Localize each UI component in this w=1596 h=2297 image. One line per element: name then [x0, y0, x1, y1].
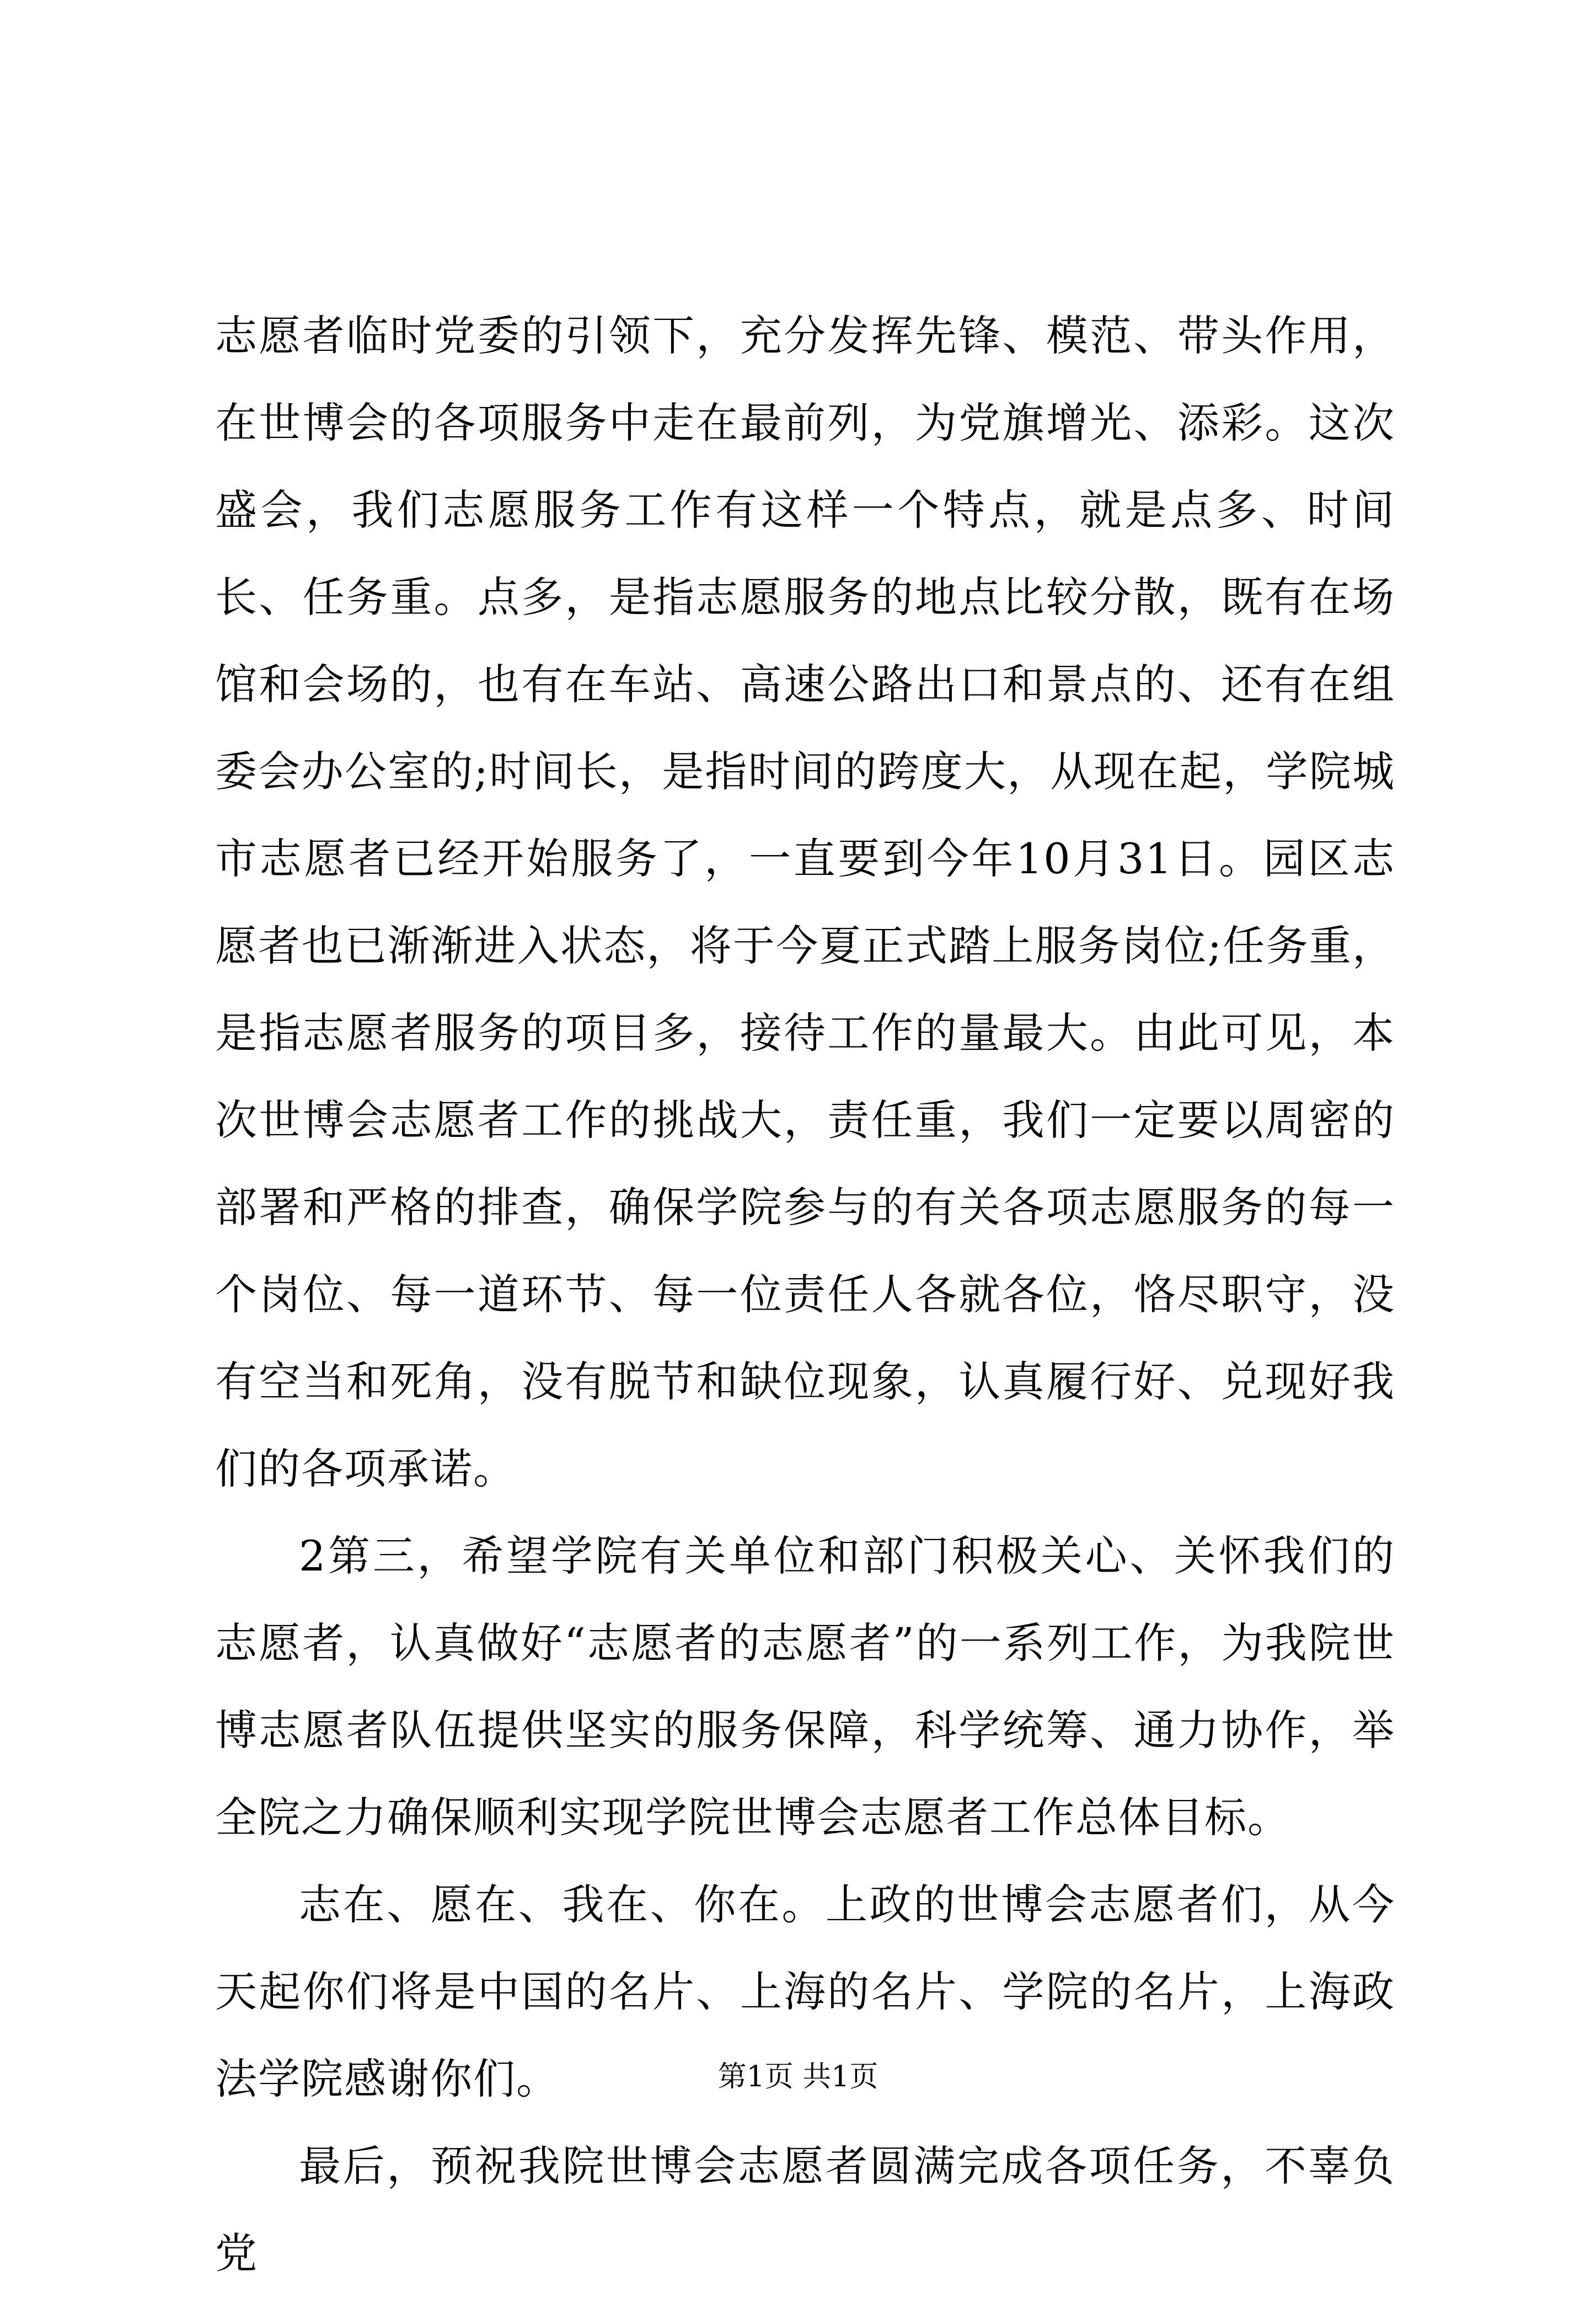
paragraph-thanks: 志在、愿在、我在、你在。上政的世博会志愿者们，从今天起你们将是中国的名片、上海的名片、学院的名片，上海政法学院感谢你们。 — [215, 1880, 1395, 2103]
paragraph-closing: 最后，预祝我院世博会志愿者圆满完成各项任务，不辜负党 — [215, 2141, 1395, 2278]
page-footer — [0, 2060, 1596, 2093]
paragraph-third-point: 2第三，希望学院有关单位和部门积极关心、关怀我们的志愿者，认真做好“志愿者的志愿者”的一系列工作，为我院世博志愿者队伍提供坚实的服务保障，科学统筹、通力协作，举全院之力确保顺利实现学院世博会志愿者工作总体目标。 — [215, 1531, 1395, 1842]
body-text — [215, 292, 1395, 2297]
paragraph-continuation: 志愿者临时党委的引领下，充分发挥先锋、模范、带头作用，在世博会的各项服务中走在最前列，为党旗增光、添彩。这次盛会，我们志愿服务工作有这样一个特点，就是点多、时间长、任务重。点多，是指志愿服务的地点比较分散，既有在场馆和会场的，也有在车站、高速公路出口和景点的、还有在组委会办公室的;时间长，是指时间的跨度大，从现在起，学院城市志愿者已经开始服务了，一直要到今年10月31日。园区志愿者也已渐渐进入状态，将于今夏正式踏上服务岗位;任务重，是指志愿者服务的项目多，接待工作的量最大。由此可见，本次世博会志愿者工作的挑战大，责任重，我们一定要以周密的部署和严格的排查，确保学院参与的有关各项志愿服务的每一个岗位、每一道环节、每一位责任人各就各位，恪尽职守，没有空当和死角，没有脱节和缺位现象，认真履行好、兑现好我们的各项承诺。 — [215, 311, 1395, 1493]
page-number-label: 第1页 共1页 — [717, 2060, 879, 2093]
